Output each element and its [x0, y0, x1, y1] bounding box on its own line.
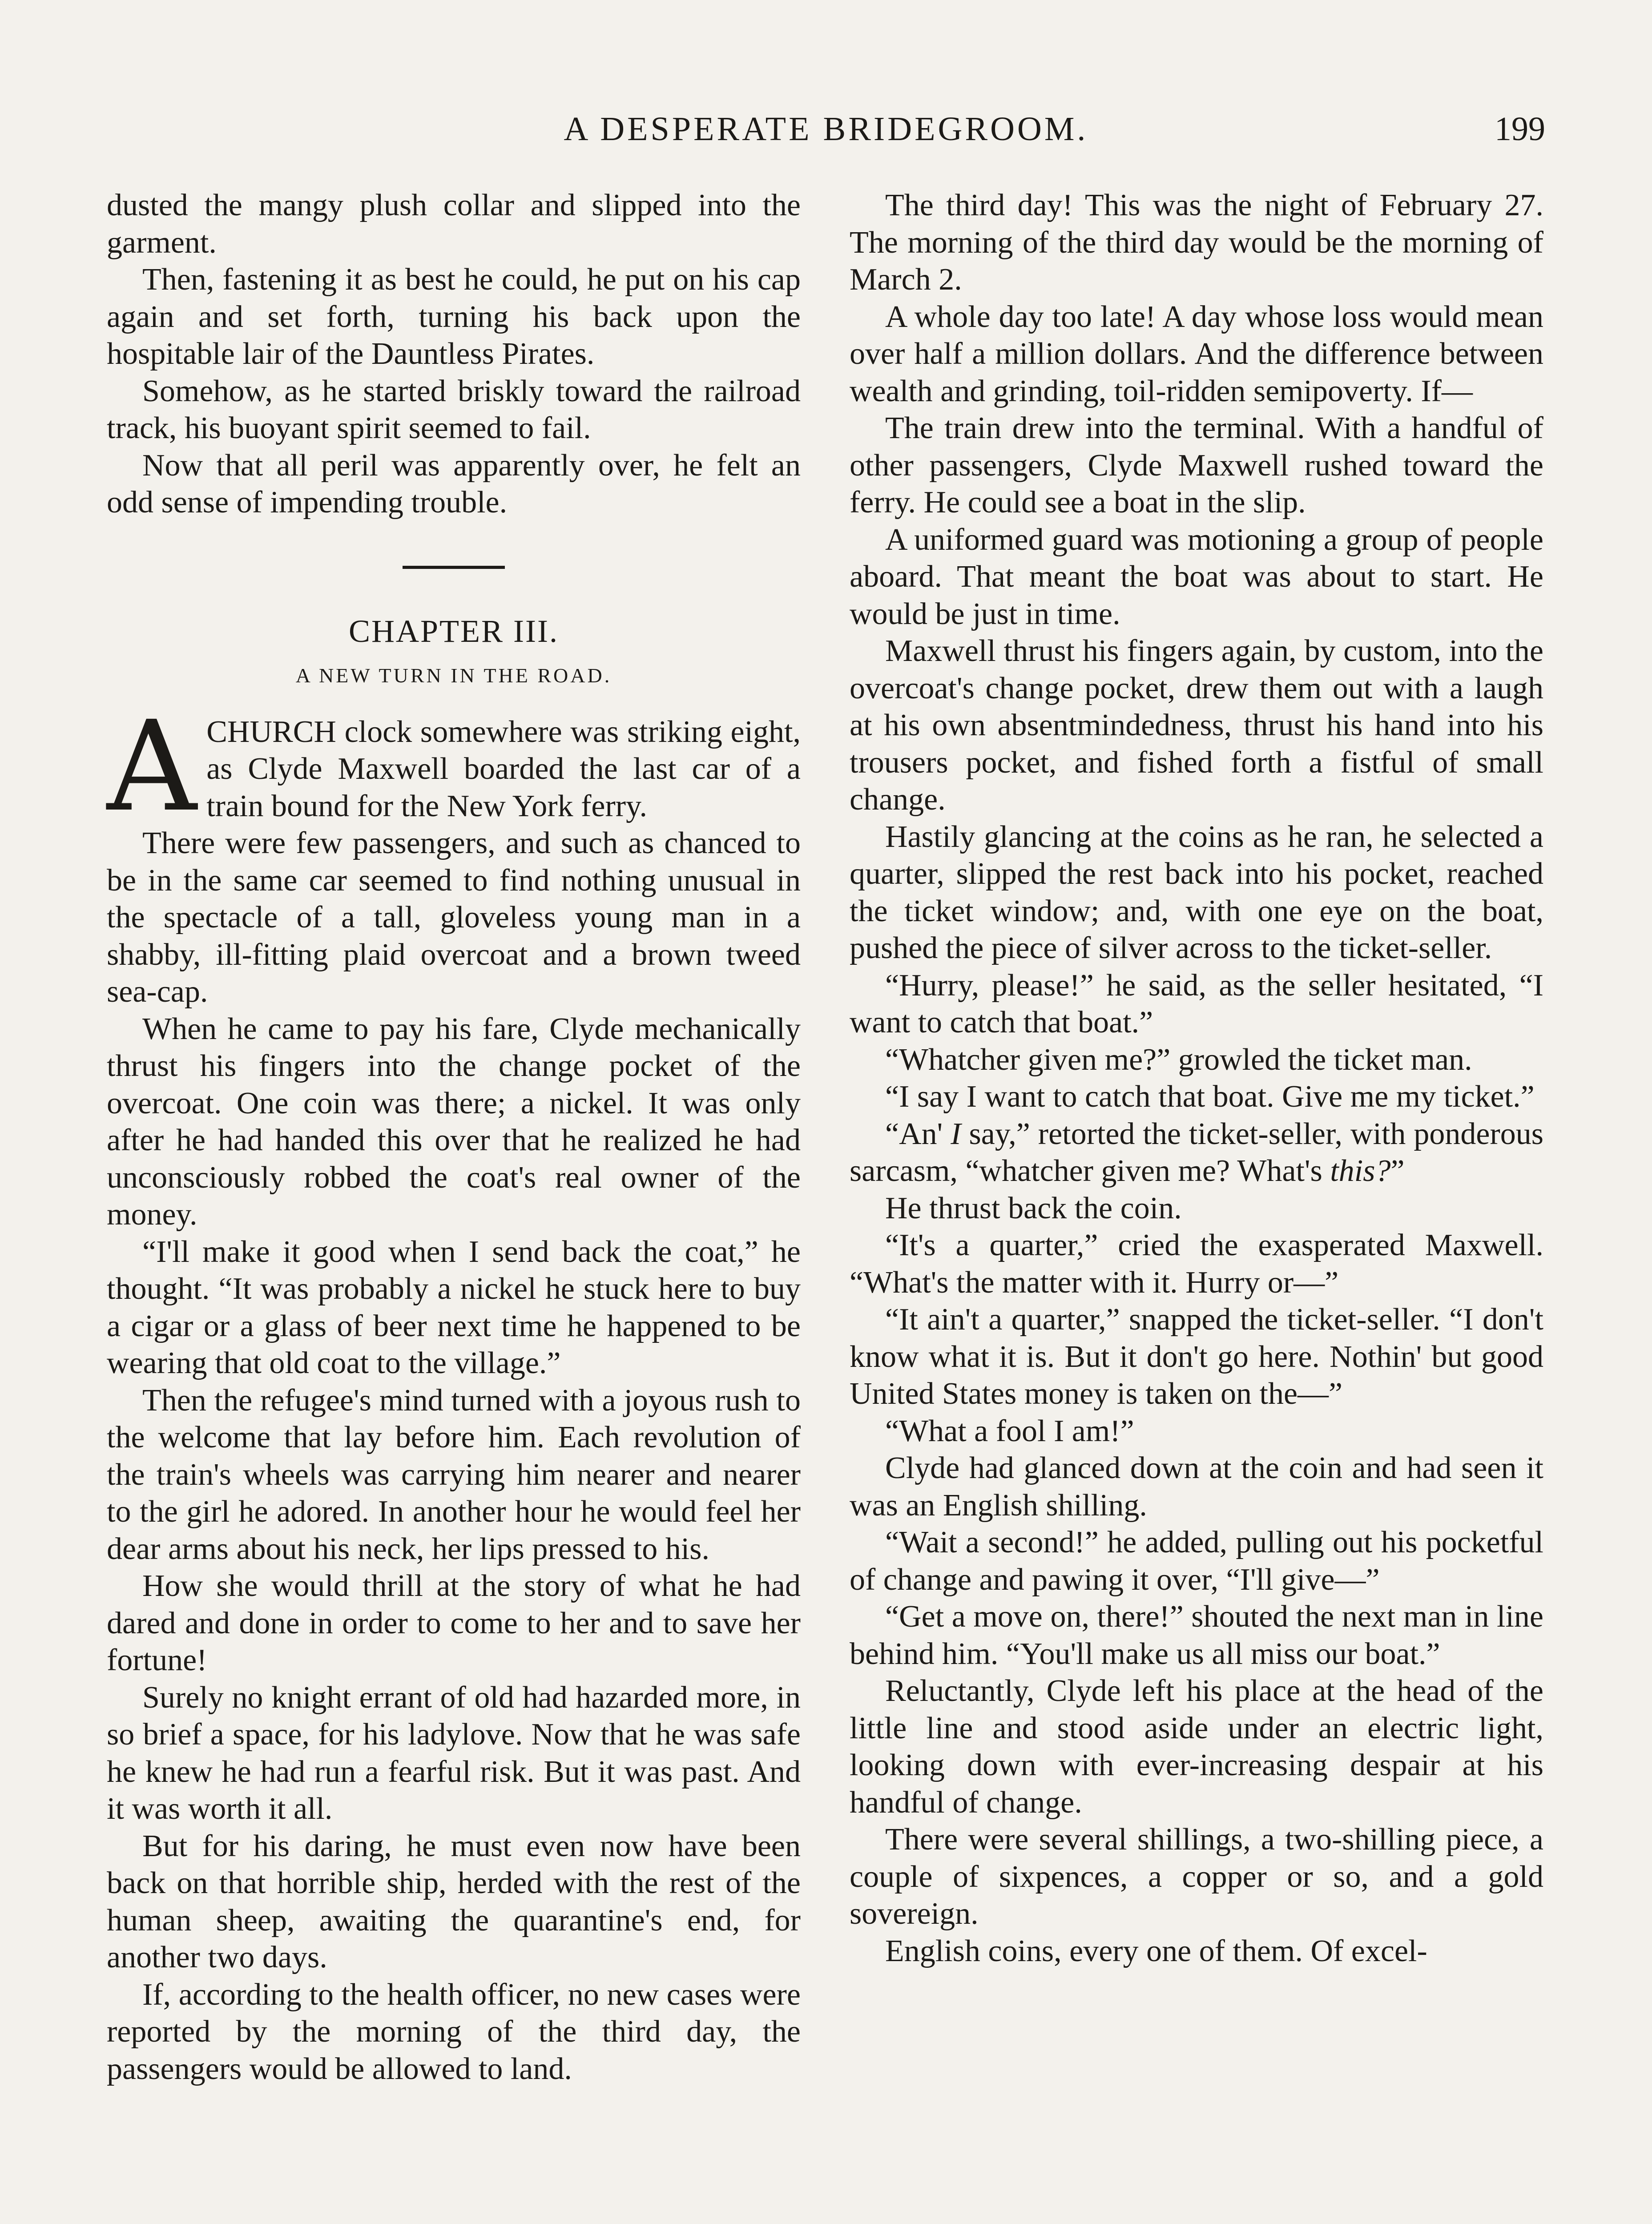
chapter-title: CHAPTER III.	[349, 613, 559, 649]
paragraph: “I'll make it good when I send back the coat,” he thought. “It was probably a nickel he stuck here to buy a cigar or a glass of beer next time he happened to be wearing that old coat to the village.”	[107, 1234, 801, 1380]
chapter-opening-paragraph	[107, 694, 801, 839]
italic-text: I	[951, 1116, 961, 1151]
paragraph: The train drew into the terminal. With a handful of other passengers, Clyde Maxwell rushed toward the ferry. He could see a boat in the slip.	[850, 411, 1543, 520]
paragraph: “It ain't a quarter,” snapped the ticket-seller. “I don't know what it is. But it don't go here. Nothin' but good United States money is taken on the—”	[850, 1302, 1543, 1411]
paragraph: A whole day too late! A day whose loss would mean over half a million dollars. And the difference between wealth and grinding, toil-ridden semipoverty. If—	[850, 299, 1543, 408]
paragraph: Then the refugee's mind turned with a joyous rush to the welcome that lay before him. Each revolution of the train's wheels was carrying him nearer and nearer to the girl he adored. In another hour he would feel her dear arms about his neck, her lips pressed to his.	[107, 1383, 801, 1566]
paragraph: But for his daring, he must even now have been back on that horrible ship, herded with the rest of the human sheep, awaiting the quarantine's end, for another two days.	[107, 1829, 801, 1974]
paragraph: “It's a quarter,” cried the exasperated Maxwell. “What's the matter with it. Hurry or—”	[850, 1228, 1543, 1300]
paragraph: The third day! This was the night of February 27. The morning of the third day would be the morning of March 2.	[850, 188, 1543, 297]
chapter-subtitle: A NEW TURN IN THE ROAD.	[295, 664, 612, 687]
paragraph-ticket-seller	[850, 1116, 1543, 1190]
paragraph: Surely no knight errant of old had hazarded more, in so brief a space, for his ladylove. Now that he was safe he knew he had run a fearful risk. But it was past. And it was worth it all.	[107, 1680, 801, 1826]
paragraph: Reluctantly, Clyde left his place at the head of the little line and stood aside under an electric light, looking down with ever-increasing despair at his handful of change.	[850, 1674, 1543, 1820]
paragraph: “What a fool I am!”	[885, 1414, 1134, 1448]
paragraph: dusted the mangy plush collar and slipped into the garment.	[107, 188, 801, 260]
paragraph: How she would thrill at the story of what he had dared and done in order to come to her and to save her fortune!	[107, 1569, 801, 1677]
paragraph: “Wait a second!” he added, pulling out his pocketful of change and pawing it over, “I'll give—”	[850, 1525, 1543, 1597]
paragraph: Somehow, as he started briskly toward the railroad track, his buoyant spirit seemed to fail.	[107, 374, 801, 445]
paragraph: Hastily glancing at the coins as he ran, he selected a quarter, slipped the rest back into his pocket, reached the ticket window; and, with one eye on the boat, pushed the piece of silver across to the ticket-seller.	[850, 819, 1543, 965]
running-title: A DESPERATE BRIDEGROOM.	[564, 110, 1088, 148]
paragraph: “Whatcher given me?” growled the ticket man.	[885, 1042, 1472, 1077]
paragraph: If, according to the health officer, no new cases were reported by the morning of the third day, the passengers would be allowed to land.	[107, 1977, 801, 2086]
paragraph: Then, fastening it as best he could, he put on his cap again and set forth, turning his back upon the hospitable lair of the Dauntless Pirates.	[107, 262, 801, 371]
paragraph: He thrust back the coin.	[885, 1191, 1182, 1225]
paragraph: When he came to pay his fare, Clyde mechanically thrust his fingers into the change pocket of the overcoat. One coin was there; a nickel. It was only after he had handed this over that he realized he had unconsciously robbed the coat's real owner of the money.	[107, 1011, 801, 1232]
text-run: “An'	[885, 1116, 951, 1151]
text-run: ”	[1390, 1154, 1405, 1188]
paragraph: A uniformed guard was motioning a group of people aboard. That meant the boat was about to start. He would be just in time.	[850, 522, 1543, 631]
paragraph: Clyde had glanced down at the coin and had seen it was an English shilling.	[850, 1451, 1543, 1523]
paragraph: “Get a move on, there!” shouted the next man in line behind him. “You'll make us all miss our boat.”	[850, 1600, 1543, 1671]
paragraph: “Hurry, please!” he said, as the seller hesitated, “I want to catch that boat.”	[850, 968, 1543, 1039]
paragraph: English coins, every one of them. Of excel-	[885, 1934, 1427, 1968]
paragraph: Maxwell thrust his fingers again, by custom, into the overcoat's change pocket, drew them out with a laugh at his own absentmindedness, thrust his hand into his trousers pocket, and fished forth a fistful of small change.	[850, 634, 1543, 817]
section-divider	[403, 566, 505, 569]
paragraph: Now that all peril was apparently over, he felt an odd sense of impending trouble.	[107, 448, 801, 520]
paragraph: There were several shillings, a two-shilling piece, a couple of sixpences, a copper or so, and a gold sovereign.	[850, 1822, 1543, 1931]
drop-cap: A	[107, 694, 197, 839]
right-column	[850, 187, 1543, 1970]
paragraph: There were few passengers, and such as chanced to be in the same car seemed to find nothing unusual in the spectacle of a tall, gloveless young man in a shabby, ill-fitting plaid overcoat and a brown tweed sea-cap.	[107, 826, 801, 1009]
paragraph: “I say I want to catch that boat. Give me my ticket.”	[885, 1080, 1535, 1114]
left-column	[107, 187, 801, 2087]
text-run: say,” retorted the ticket-seller, with ponderous sarcasm, “whatcher given me? What's	[850, 1116, 1544, 1188]
page-header	[107, 107, 1545, 151]
italic-text: this?	[1330, 1154, 1391, 1188]
opening-text: CHURCH clock somewhere was striking eight, as Clyde Maxwell boarded the last car of a train bound for the New York ferry.	[206, 714, 801, 823]
page-number: 199	[1495, 110, 1545, 148]
